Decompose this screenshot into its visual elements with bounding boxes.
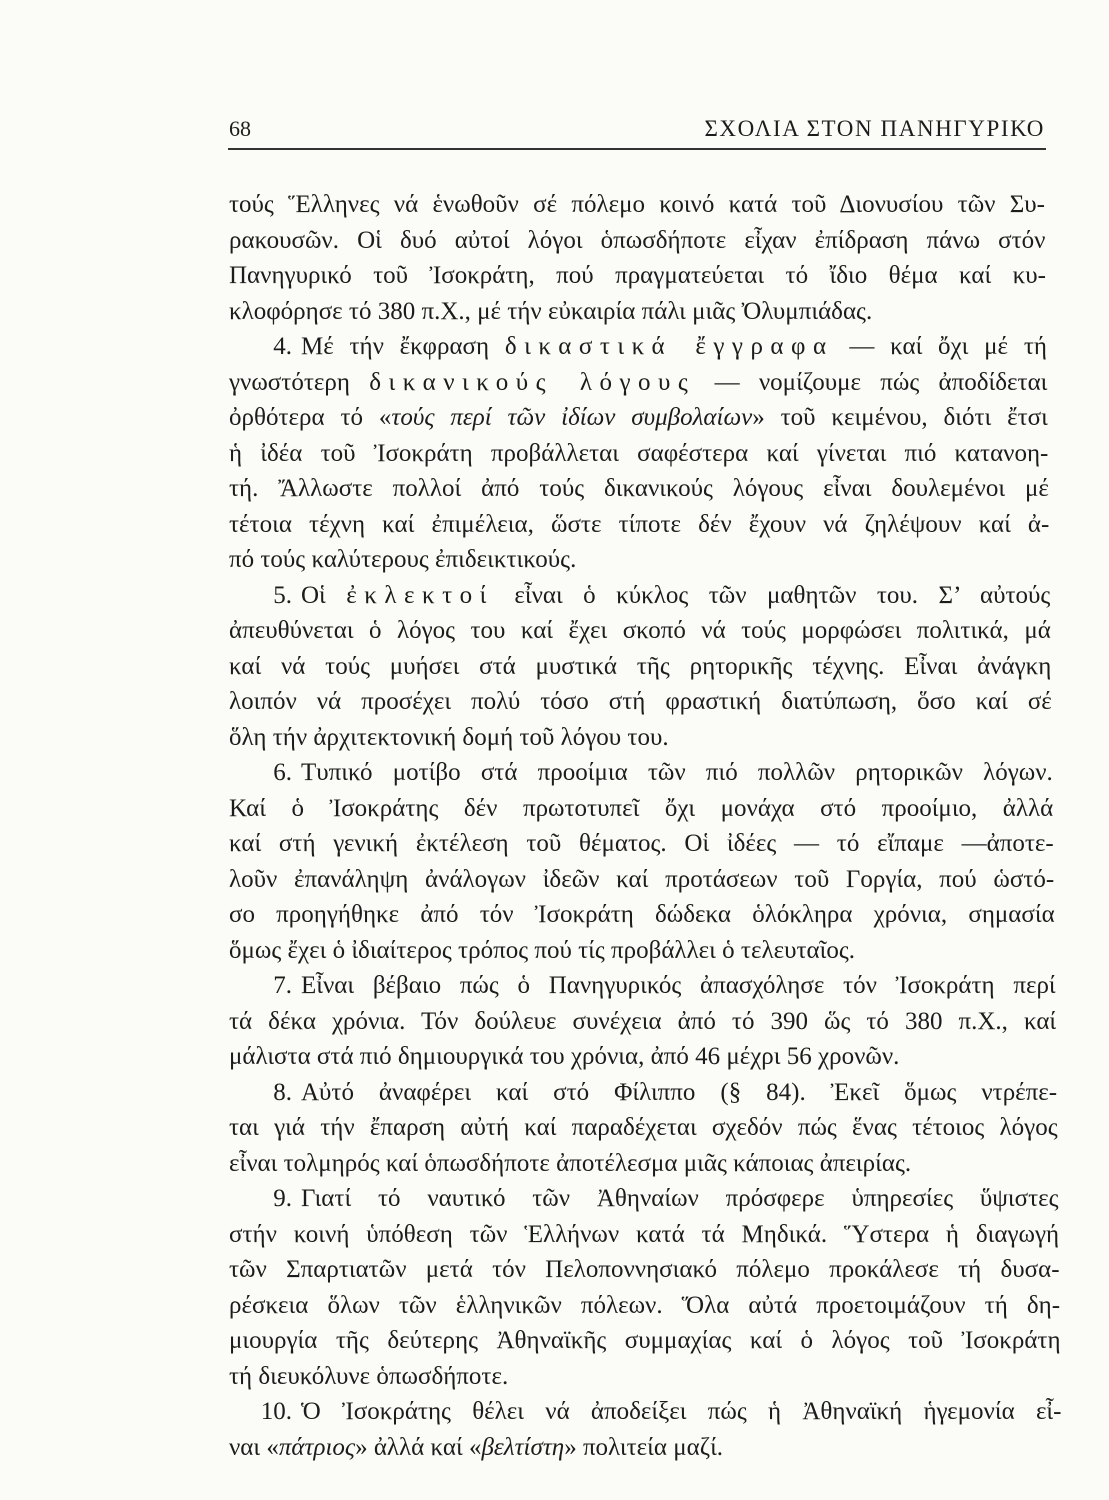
text-line — [229, 720, 1052, 756]
text-segment: Τυπικό μοτίβο στά προοίμια τῶν πιό πολλῶν ρητορικῶν λόγων. — [301, 759, 1053, 786]
text-line — [229, 613, 1051, 649]
paragraph-continued — [229, 187, 1062, 329]
text-line — [229, 933, 1055, 969]
note-number: 9. — [273, 1185, 292, 1212]
text-segment: γνωστότερη — [229, 368, 370, 396]
text-segment: ται γιά τήν ἔπαρση αὐτή καί παραδέχεται σχεδόν πώς ἕνας τέτοιος λόγος — [229, 1114, 1058, 1141]
text-segment: τούς Ἕλληνες νά ἑνωθοῦν σέ πόλεμο κοινό κατά τοῦ Διονυσίου τῶν Συ- — [229, 191, 1045, 218]
note-8 — [229, 1075, 1062, 1182]
notes-body — [229, 187, 1062, 1465]
text-segment: κλοφόρησε τό 380 π.Χ., μέ τήν εὐκαιρία πάλι μιᾶς Ὀλυμπιάδας. — [229, 297, 873, 325]
text-line — [229, 968, 1056, 1004]
text-line — [229, 791, 1053, 827]
text-line — [229, 1039, 1057, 1075]
text-line — [229, 684, 1052, 720]
note-number: 7. — [273, 972, 292, 999]
text-line — [229, 187, 1045, 223]
text-segment: μάλιστα στά πιό δημιουργικά του χρόνια, ἀπό 46 μέχρι 56 χρονῶν. — [229, 1043, 900, 1070]
note-number: 4. — [273, 333, 292, 360]
text-line — [229, 294, 1046, 330]
text-segment: τέτοια τέχνη καί ἐπιμέλεια, ὥστε τίποτε δέν ἔχουν νά ζηλέψουν καί ἀ- — [229, 510, 1050, 538]
text-segment: Ὁ Ἰσοκράτης θέλει νά ἀποδείξει πώς ἡ Ἀθηναϊκή ἡγεμονία εἶ- — [301, 1398, 1062, 1425]
text-segment: Οἱ — [301, 581, 347, 609]
text-line — [229, 1430, 1062, 1466]
running-title: ΣΧΟΛΙΑ ΣΤΟΝ ΠΑΝΗΓΥΡΙΚΟ — [704, 116, 1045, 141]
text-line — [229, 755, 1053, 791]
note-10 — [229, 1394, 1062, 1465]
text-segment: — καί ὄχι μέ τή — [833, 333, 1047, 360]
text-segment: τή. Ἄλλωστε πολλοί ἀπό τούς δικανικούς λόγους εἶναι δουλεμένοι μέ — [229, 475, 1049, 502]
text-segment: καί νά τούς μυήσει στά μυστικά τῆς ρητορικῆς τέχνης. Εἶναι ἀνάγκη — [229, 652, 1052, 680]
text-segment: στήν κοινή ὑπόθεση τῶν Ἑλλήνων κατά τά Μηδικά. Ὕστερα ἡ διαγωγή — [229, 1220, 1060, 1248]
text-line — [229, 542, 1050, 578]
text-line — [229, 1110, 1058, 1146]
text-segment: λοῦν ἐπανάληψη ἀνάλογων ἰδεῶν καί προτάσεων τοῦ Γοργία, πού ὡστό- — [229, 865, 1055, 893]
note-number: 6. — [273, 759, 292, 786]
text-segment: ναι « — [229, 1433, 279, 1461]
text-line — [229, 1359, 1061, 1395]
page-number: 68 — [229, 116, 251, 141]
text-segment: πό τούς καλύτερους ἐπιδεικτικούς. — [229, 546, 577, 573]
text-line — [229, 436, 1048, 472]
text-segment: τή διευκόλυνε ὁπωσδήποτε. — [229, 1362, 509, 1390]
text-line — [229, 1075, 1057, 1111]
text-line — [229, 471, 1049, 507]
text-segment: εἶναι τολμηρός καί ὁπωσδήποτε ἀποτέλεσμα μιᾶς κάποιας ἀπειρίας. — [229, 1149, 912, 1177]
text-line — [229, 1217, 1059, 1253]
italic-quote-text: πάτριος — [278, 1433, 356, 1461]
text-segment: Γιατί τό ναυτικό τῶν Ἀθηναίων πρόσφερε ὑπηρεσίες ὕψιστες — [301, 1185, 1059, 1212]
header-rule — [228, 148, 1046, 150]
text-line — [229, 649, 1051, 685]
text-segment: τῶν Σπαρτιατῶν μετά τόν Πελοποννησιακό πόλεμο προκάλεσε τή δυσα- — [229, 1256, 1060, 1283]
text-line — [229, 1146, 1058, 1182]
text-line — [229, 826, 1054, 862]
text-segment: εἶναι ὁ κύκλος τῶν μαθητῶν του. Σ’ αὐτούς — [493, 581, 1051, 609]
text-segment: ρακουσῶν. Οἱ δυό αὐτοί λόγοι ὁπωσδήποτε εἶχαν ἐπίδραση πάνω στόν — [229, 226, 1046, 254]
text-segment: ρέσκεια ὅλων τῶν ἑλληνικῶν πόλεων. Ὅλα αὐτά προετοιμάζουν τή δη- — [229, 1291, 1061, 1319]
text-segment: Πανηγυρικό τοῦ Ἰσοκράτη, πού πραγματεύεται τό ἴδιο θέμα καί κυ- — [229, 262, 1046, 289]
text-line — [229, 1181, 1059, 1217]
text-line — [229, 223, 1045, 259]
text-segment: ἀπευθύνεται ὁ λόγος του καί ἔχει σκοπό νά τούς μορφώσει πολιτικά, μά — [229, 617, 1051, 644]
running-header — [229, 113, 1045, 145]
text-segment: » τοῦ κειμένου, διότι ἔτσι — [752, 404, 1048, 431]
text-segment: » ἀλλά καί « — [355, 1433, 482, 1461]
italic-quote-text: βελτίστη — [481, 1433, 565, 1461]
text-line — [229, 507, 1049, 543]
note-5 — [229, 578, 1062, 756]
text-line — [229, 897, 1055, 933]
text-line — [229, 258, 1046, 294]
note-7 — [229, 968, 1062, 1075]
text-segment: λοιπόν νά προσέχει πολύ τόσο στή φραστική διατύπωση, ὅσο καί σέ — [229, 688, 1052, 715]
note-number: 5. — [273, 581, 292, 609]
note-6 — [229, 755, 1062, 968]
text-segment: ἡ ἰδέα τοῦ Ἰσοκράτη προβάλλεται σαφέστερα καί γίνεται πιό κατανοη- — [229, 439, 1049, 467]
text-line — [229, 329, 1047, 365]
text-line — [229, 400, 1048, 436]
note-4 — [229, 329, 1062, 578]
text-segment: τά δέκα χρόνια. Τόν δούλευε συνέχεια ἀπό τό 390 ὥς τό 380 π.Χ., καί — [229, 1007, 1057, 1035]
text-segment: » πολιτεία μαζί. — [564, 1433, 724, 1461]
text-segment: ὅλη τήν ἀρχιτεκτονική δομή τοῦ λόγου του. — [229, 723, 669, 751]
text-segment: καί στή γενική ἐκτέλεση τοῦ θέματος. Οἱ ἰδέες — τό εἴπαμε —ἀποτε- — [229, 830, 1054, 857]
text-segment: μιουργία τῆς δεύτερης Ἀθηναϊκῆς συμμαχίας καί ὁ λόγος τοῦ Ἰσοκράτη — [229, 1327, 1061, 1354]
text-segment: Αὐτό ἀναφέρει καί στό Φίλιππο (§ 84). Ἐκεῖ ὅμως ντρέπε- — [301, 1078, 1058, 1106]
note-9 — [229, 1181, 1062, 1394]
text-segment: σο προηγήθηκε ἀπό τόν Ἰσοκράτη δώδεκα ὁλόκληρα χρόνια, σημασία — [229, 901, 1055, 928]
text-line — [229, 1288, 1060, 1324]
text-segment: Εἶναι βέβαιο πώς ὁ Πανηγυρικός ἀπασχόλησε τόν Ἰσοκράτη περί — [301, 972, 1056, 999]
spaced-emphasis-text: ἐκλεκτοί — [346, 581, 494, 609]
note-number: 10. — [260, 1398, 292, 1425]
text-segment: Μέ τήν ἔκφραση — [301, 333, 505, 360]
text-segment: — νομίζουμε πώς ἀποδίδεται — [695, 368, 1048, 396]
spaced-emphasis-text: δικαστικά ἔγγραφα — [504, 333, 834, 360]
text-line — [229, 1394, 1062, 1430]
text-segment: Καί ὁ Ἰσοκράτης δέν πρωτοτυπεῖ ὄχι μονάχα στό προοίμιο, ἀλλά — [229, 794, 1054, 822]
italic-quote-text: τούς περί τῶν ἰδίων συμβολαίων — [391, 404, 753, 431]
spaced-emphasis-text: δικανικούς λόγους — [369, 368, 696, 396]
text-segment: ὀρθότερα τό « — [229, 404, 392, 431]
text-segment: ὅμως ἔχει ὁ ἰδιαίτερος τρόπος πού τίς προβάλλει ὁ τελευταῖος. — [229, 936, 855, 964]
text-line — [229, 1323, 1061, 1359]
text-line — [229, 578, 1050, 614]
text-line — [229, 1004, 1056, 1040]
text-line — [229, 1252, 1060, 1288]
text-line — [229, 365, 1047, 401]
text-line — [229, 862, 1054, 898]
note-number: 8. — [273, 1078, 292, 1106]
